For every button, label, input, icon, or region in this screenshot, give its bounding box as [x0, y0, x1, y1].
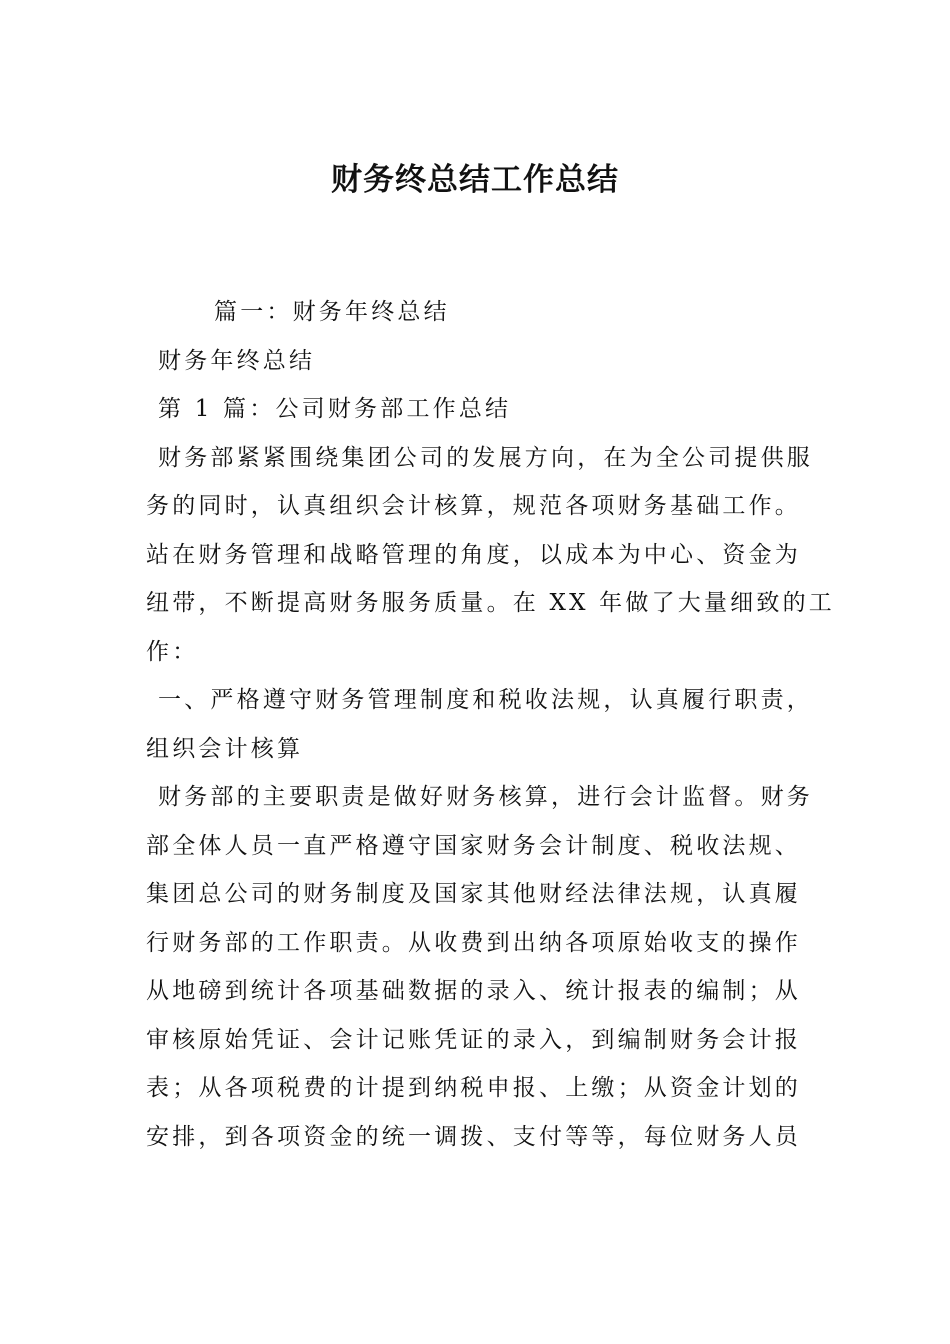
text-line: 财务部紧紧围绕集团公司的发展方向，在为全公司提供服	[158, 444, 813, 471]
text-line: 一、严格遵守财务管理制度和税收法规，认真履行职责，	[158, 687, 813, 713]
text-line: 纽带，不断提高财务服务质量。在 XX 年做了大量细致的工	[146, 590, 835, 616]
text-line: 组织会计核算	[146, 735, 304, 762]
subheading: 财务年终总结	[158, 347, 316, 374]
text-line: 集团总公司的财务制度及国家其他财经法律法规，认真履	[146, 881, 801, 907]
text-line: 安排，到各项资金的统一调拨、支付等等，每位财务人员	[146, 1123, 801, 1150]
text-line: 作：	[146, 638, 199, 665]
text-line: 行财务部的工作职责。从收费到出纳各项原始收支的操作	[146, 929, 801, 956]
article-heading: 第 1 篇：公司财务部工作总结	[158, 396, 512, 422]
text-line: 表；从各项税费的计提到纳税申报、上缴；从资金计划的	[146, 1075, 801, 1101]
text-line: 站在财务管理和战略管理的角度，以成本为中心、资金为	[146, 541, 801, 568]
text-line: 审核原始凭证、会计记账凭证的录入，到编制财务会计报	[146, 1026, 801, 1053]
paragraph-intro	[146, 434, 835, 677]
document-title: 财务终总结工作总结	[331, 162, 619, 198]
text-line: 从地磅到统计各项基础数据的录入、统计报表的编制；从	[146, 978, 801, 1004]
document-body	[146, 288, 835, 1161]
text-line: 部全体人员一直严格遵守国家财务会计制度、税收法规、	[146, 832, 801, 859]
text-line: 务的同时，认真组织会计核算，规范各项财务基础工作。	[146, 493, 801, 519]
paragraph-section-one-heading	[146, 676, 813, 773]
paragraph-section-one-body	[146, 773, 813, 1161]
text-line: 财务部的主要职责是做好财务核算，进行会计监督。财务	[158, 784, 813, 810]
section-heading: 篇一：财务年终总结	[214, 299, 450, 325]
